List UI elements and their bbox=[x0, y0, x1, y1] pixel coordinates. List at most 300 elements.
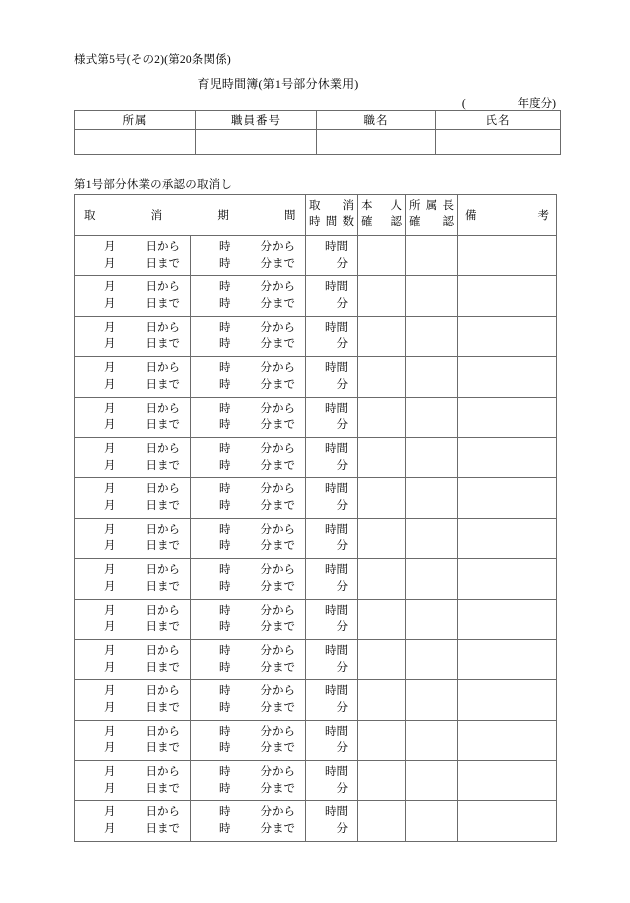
row-time-to-suffix: 分まで bbox=[260, 419, 295, 432]
row-date-from-suffix: 日から bbox=[145, 241, 180, 254]
row-date-from-suffix: 日から bbox=[145, 806, 180, 819]
row-time-from-suffix: 分から bbox=[260, 281, 295, 294]
row-time-from-unit: 時 bbox=[219, 321, 231, 334]
row-date-to-unit: 月 bbox=[104, 338, 116, 351]
table-row bbox=[75, 518, 557, 558]
row-time-to-unit: 時 bbox=[219, 742, 231, 755]
row-date-to-unit: 月 bbox=[104, 580, 116, 593]
header-period-char-3: 期 bbox=[217, 210, 230, 222]
row-chief-confirmation[interactable] bbox=[406, 801, 458, 841]
row-cancel-hours[interactable] bbox=[306, 437, 358, 477]
row-date-from-unit: 月 bbox=[104, 321, 116, 334]
row-hours-unit: 時間 bbox=[325, 402, 348, 415]
row-hours-unit: 時間 bbox=[325, 725, 348, 738]
row-self-confirmation[interactable] bbox=[358, 720, 406, 760]
row-hours-unit: 時間 bbox=[325, 241, 348, 254]
row-time-to-unit: 時 bbox=[219, 782, 231, 795]
header-period-char-4: 間 bbox=[283, 210, 296, 222]
row-hours-unit: 時間 bbox=[325, 604, 348, 617]
table-row bbox=[75, 236, 557, 276]
header-remarks-char-2: 考 bbox=[537, 210, 549, 222]
row-minutes-unit: 分 bbox=[336, 459, 348, 472]
row-date-to-suffix: 日まで bbox=[145, 378, 180, 391]
row-date-to-unit: 月 bbox=[104, 742, 116, 755]
row-chief-confirmation[interactable] bbox=[406, 599, 458, 639]
row-chief-confirmation[interactable] bbox=[406, 397, 458, 437]
row-self-confirmation[interactable] bbox=[358, 276, 406, 316]
row-minutes-unit: 分 bbox=[336, 621, 348, 634]
row-minutes-unit: 分 bbox=[336, 782, 348, 795]
row-chief-confirmation[interactable] bbox=[406, 478, 458, 518]
row-time-from-suffix: 分から bbox=[260, 766, 295, 779]
row-date-from-unit: 月 bbox=[104, 685, 116, 698]
row-time-to-suffix: 分まで bbox=[260, 540, 295, 553]
row-cancel-time[interactable] bbox=[191, 357, 306, 397]
row-hours-unit: 時間 bbox=[325, 483, 348, 496]
row-time-to-unit: 時 bbox=[219, 338, 231, 351]
row-date-to-unit: 月 bbox=[104, 701, 116, 714]
row-date-from-unit: 月 bbox=[104, 442, 116, 455]
row-time-from-suffix: 分から bbox=[260, 402, 295, 415]
header-chief-l2-char-1: 確 bbox=[409, 216, 421, 228]
header-cancel-hours bbox=[306, 195, 358, 236]
fiscal-year-open-paren: ( bbox=[461, 98, 466, 110]
row-date-to-suffix: 日まで bbox=[145, 540, 180, 553]
row-cancel-time[interactable] bbox=[191, 276, 306, 316]
row-date-to-unit: 月 bbox=[104, 459, 116, 472]
row-time-to-unit: 時 bbox=[219, 500, 231, 513]
row-cancel-hours[interactable] bbox=[306, 680, 358, 720]
row-date-to-suffix: 日まで bbox=[145, 580, 180, 593]
row-remarks[interactable] bbox=[458, 518, 557, 558]
row-chief-confirmation[interactable] bbox=[406, 639, 458, 679]
row-time-from-suffix: 分から bbox=[260, 483, 295, 496]
info-header-shimei: 氏名 bbox=[436, 111, 561, 130]
row-time-from-suffix: 分から bbox=[260, 321, 295, 334]
row-date-to-unit: 月 bbox=[104, 782, 116, 795]
row-cancel-date[interactable] bbox=[75, 478, 191, 518]
row-date-from-suffix: 日から bbox=[145, 564, 180, 577]
row-time-from-suffix: 分から bbox=[260, 604, 295, 617]
row-date-to-suffix: 日まで bbox=[145, 338, 180, 351]
row-minutes-unit: 分 bbox=[336, 701, 348, 714]
row-cancel-hours[interactable] bbox=[306, 478, 358, 518]
fiscal-year-label: 年度分) bbox=[517, 98, 556, 110]
row-time-to-suffix: 分まで bbox=[260, 661, 295, 674]
form-number: 様式第5号(その2)(第20条関係) bbox=[74, 54, 231, 66]
row-self-confirmation[interactable] bbox=[358, 801, 406, 841]
row-time-from-unit: 時 bbox=[219, 644, 231, 657]
row-time-from-unit: 時 bbox=[219, 241, 231, 254]
header-chief-l2-char-2: 認 bbox=[442, 216, 454, 228]
row-remarks[interactable] bbox=[458, 801, 557, 841]
header-hours-l2-char-3: 数 bbox=[342, 216, 354, 228]
table-row bbox=[75, 397, 557, 437]
row-time-to-suffix: 分まで bbox=[260, 621, 295, 634]
info-value-shokumei[interactable] bbox=[317, 130, 436, 155]
row-cancel-time[interactable] bbox=[191, 680, 306, 720]
row-minutes-unit: 分 bbox=[336, 419, 348, 432]
row-date-from-unit: 月 bbox=[104, 644, 116, 657]
row-cancel-date[interactable] bbox=[75, 397, 191, 437]
info-header-shozoku: 所属 bbox=[75, 111, 196, 130]
row-hours-unit: 時間 bbox=[325, 806, 348, 819]
row-date-to-unit: 月 bbox=[104, 823, 116, 836]
table-row bbox=[75, 801, 557, 841]
cancellation-record-table bbox=[74, 194, 557, 842]
row-cancel-time[interactable] bbox=[191, 397, 306, 437]
table-row bbox=[75, 357, 557, 397]
row-cancel-date[interactable] bbox=[75, 599, 191, 639]
row-minutes-unit: 分 bbox=[336, 500, 348, 513]
table-row bbox=[75, 761, 557, 801]
row-time-to-suffix: 分まで bbox=[260, 257, 295, 270]
row-remarks[interactable] bbox=[458, 639, 557, 679]
row-minutes-unit: 分 bbox=[336, 580, 348, 593]
row-hours-unit: 時間 bbox=[325, 321, 348, 334]
row-time-from-suffix: 分から bbox=[260, 725, 295, 738]
row-cancel-hours[interactable] bbox=[306, 599, 358, 639]
row-cancel-hours[interactable] bbox=[306, 559, 358, 599]
row-remarks[interactable] bbox=[458, 680, 557, 720]
row-time-from-suffix: 分から bbox=[260, 442, 295, 455]
row-date-from-unit: 月 bbox=[104, 402, 116, 415]
row-date-to-suffix: 日まで bbox=[145, 298, 180, 311]
row-cancel-time[interactable] bbox=[191, 639, 306, 679]
row-cancel-hours[interactable] bbox=[306, 639, 358, 679]
row-date-from-unit: 月 bbox=[104, 564, 116, 577]
row-time-from-suffix: 分から bbox=[260, 523, 295, 536]
row-self-confirmation[interactable] bbox=[358, 397, 406, 437]
row-time-from-suffix: 分から bbox=[260, 564, 295, 577]
row-time-to-suffix: 分まで bbox=[260, 823, 295, 836]
row-date-to-suffix: 日まで bbox=[145, 742, 180, 755]
row-time-from-unit: 時 bbox=[219, 806, 231, 819]
row-time-to-suffix: 分まで bbox=[260, 701, 295, 714]
header-self-l2-char-2: 認 bbox=[390, 216, 402, 228]
header-period-char-1: 取 bbox=[84, 210, 96, 222]
row-time-to-unit: 時 bbox=[219, 540, 231, 553]
row-hours-unit: 時間 bbox=[325, 766, 348, 779]
row-cancel-hours[interactable] bbox=[306, 276, 358, 316]
row-time-from-unit: 時 bbox=[219, 685, 231, 698]
row-time-to-unit: 時 bbox=[219, 298, 231, 311]
row-cancel-time[interactable] bbox=[191, 761, 306, 801]
row-cancel-time[interactable] bbox=[191, 801, 306, 841]
info-value-shozoku[interactable] bbox=[75, 130, 196, 155]
row-date-to-unit: 月 bbox=[104, 298, 116, 311]
row-cancel-hours[interactable] bbox=[306, 518, 358, 558]
row-time-from-unit: 時 bbox=[219, 604, 231, 617]
row-hours-unit: 時間 bbox=[325, 442, 348, 455]
row-date-from-suffix: 日から bbox=[145, 281, 180, 294]
row-time-to-unit: 時 bbox=[219, 701, 231, 714]
row-minutes-unit: 分 bbox=[336, 540, 348, 553]
section-heading: 第1号部分休業の承認の取消し bbox=[74, 179, 233, 191]
row-self-confirmation[interactable] bbox=[358, 639, 406, 679]
row-cancel-time[interactable] bbox=[191, 236, 306, 276]
row-time-to-suffix: 分まで bbox=[260, 338, 295, 351]
row-cancel-hours[interactable] bbox=[306, 720, 358, 760]
row-date-from-unit: 月 bbox=[104, 604, 116, 617]
row-minutes-unit: 分 bbox=[336, 823, 348, 836]
row-time-to-suffix: 分まで bbox=[260, 378, 295, 391]
header-self-l2-char-1: 確 bbox=[361, 216, 373, 228]
row-time-to-unit: 時 bbox=[219, 823, 231, 836]
row-time-from-unit: 時 bbox=[219, 766, 231, 779]
row-cancel-time[interactable] bbox=[191, 478, 306, 518]
row-cancel-date[interactable] bbox=[75, 559, 191, 599]
row-date-to-unit: 月 bbox=[104, 419, 116, 432]
row-hours-unit: 時間 bbox=[325, 362, 348, 375]
row-date-from-unit: 月 bbox=[104, 725, 116, 738]
row-time-to-unit: 時 bbox=[219, 661, 231, 674]
row-time-from-suffix: 分から bbox=[260, 241, 295, 254]
row-date-from-suffix: 日から bbox=[145, 483, 180, 496]
row-cancel-hours[interactable] bbox=[306, 316, 358, 356]
row-remarks[interactable] bbox=[458, 397, 557, 437]
row-cancel-date[interactable] bbox=[75, 276, 191, 316]
row-minutes-unit: 分 bbox=[336, 661, 348, 674]
row-date-from-suffix: 日から bbox=[145, 523, 180, 536]
row-time-to-unit: 時 bbox=[219, 459, 231, 472]
row-time-from-suffix: 分から bbox=[260, 362, 295, 375]
row-date-from-suffix: 日から bbox=[145, 725, 180, 738]
row-cancel-hours[interactable] bbox=[306, 397, 358, 437]
row-self-confirmation[interactable] bbox=[358, 437, 406, 477]
row-date-from-suffix: 日から bbox=[145, 321, 180, 334]
row-minutes-unit: 分 bbox=[336, 338, 348, 351]
row-date-from-unit: 月 bbox=[104, 362, 116, 375]
row-remarks[interactable] bbox=[458, 559, 557, 599]
row-self-confirmation[interactable] bbox=[358, 478, 406, 518]
row-cancel-time[interactable] bbox=[191, 599, 306, 639]
row-minutes-unit: 分 bbox=[336, 742, 348, 755]
row-self-confirmation[interactable] bbox=[358, 680, 406, 720]
row-cancel-date[interactable] bbox=[75, 316, 191, 356]
row-minutes-unit: 分 bbox=[336, 378, 348, 391]
row-remarks[interactable] bbox=[458, 478, 557, 518]
row-remarks[interactable] bbox=[458, 761, 557, 801]
row-self-confirmation[interactable] bbox=[358, 316, 406, 356]
row-date-from-suffix: 日から bbox=[145, 604, 180, 617]
header-hours-l2-char-2: 間 bbox=[325, 216, 338, 228]
row-time-to-suffix: 分まで bbox=[260, 782, 295, 795]
info-value-shimei[interactable] bbox=[436, 130, 561, 155]
row-chief-confirmation[interactable] bbox=[406, 680, 458, 720]
row-cancel-hours[interactable] bbox=[306, 801, 358, 841]
row-chief-confirmation[interactable] bbox=[406, 720, 458, 760]
row-cancel-date[interactable] bbox=[75, 761, 191, 801]
row-self-confirmation[interactable] bbox=[358, 599, 406, 639]
row-time-to-suffix: 分まで bbox=[260, 742, 295, 755]
table-row bbox=[75, 680, 557, 720]
row-remarks[interactable] bbox=[458, 720, 557, 760]
row-time-from-unit: 時 bbox=[219, 483, 231, 496]
header-self-l1-char-2: 人 bbox=[390, 200, 402, 213]
row-chief-confirmation[interactable] bbox=[406, 437, 458, 477]
info-value-row bbox=[75, 130, 561, 155]
row-cancel-date[interactable] bbox=[75, 639, 191, 679]
table-row bbox=[75, 478, 557, 518]
row-date-to-suffix: 日まで bbox=[145, 782, 180, 795]
row-cancel-hours[interactable] bbox=[306, 236, 358, 276]
row-time-from-suffix: 分から bbox=[260, 644, 295, 657]
header-hours-l1-char-1: 取 bbox=[309, 200, 321, 213]
row-remarks[interactable] bbox=[458, 276, 557, 316]
info-header-shokumei: 職名 bbox=[317, 111, 436, 130]
row-date-from-unit: 月 bbox=[104, 523, 116, 536]
main-header-row bbox=[75, 195, 557, 236]
info-header-row bbox=[75, 111, 561, 130]
row-cancel-date[interactable] bbox=[75, 357, 191, 397]
row-cancel-time[interactable] bbox=[191, 559, 306, 599]
row-time-to-unit: 時 bbox=[219, 419, 231, 432]
row-date-to-unit: 月 bbox=[104, 540, 116, 553]
row-time-from-unit: 時 bbox=[219, 725, 231, 738]
row-cancel-date[interactable] bbox=[75, 680, 191, 720]
row-self-confirmation[interactable] bbox=[358, 357, 406, 397]
row-time-from-unit: 時 bbox=[219, 523, 231, 536]
row-date-from-unit: 月 bbox=[104, 806, 116, 819]
row-cancel-date[interactable] bbox=[75, 801, 191, 841]
row-time-to-suffix: 分まで bbox=[260, 500, 295, 513]
table-row bbox=[75, 316, 557, 356]
row-date-to-unit: 月 bbox=[104, 500, 116, 513]
row-date-to-unit: 月 bbox=[104, 378, 116, 391]
row-time-from-unit: 時 bbox=[219, 442, 231, 455]
header-remarks-char-1: 備 bbox=[465, 210, 477, 222]
row-cancel-date[interactable] bbox=[75, 518, 191, 558]
main-table-body bbox=[75, 236, 557, 842]
fiscal-year-field bbox=[0, 95, 556, 111]
info-header-shokuin-bango: 職員番号 bbox=[196, 111, 317, 130]
row-time-from-unit: 時 bbox=[219, 362, 231, 375]
row-remarks[interactable] bbox=[458, 599, 557, 639]
row-cancel-time[interactable] bbox=[191, 518, 306, 558]
row-time-from-unit: 時 bbox=[219, 402, 231, 415]
header-chief-l1-char-2: 属 bbox=[425, 200, 438, 213]
row-remarks[interactable] bbox=[458, 236, 557, 276]
row-self-confirmation[interactable] bbox=[358, 559, 406, 599]
row-date-to-suffix: 日まで bbox=[145, 701, 180, 714]
row-self-confirmation[interactable] bbox=[358, 236, 406, 276]
row-remarks[interactable] bbox=[458, 437, 557, 477]
row-date-to-unit: 月 bbox=[104, 257, 116, 270]
header-cancel-period bbox=[75, 195, 306, 236]
row-time-to-unit: 時 bbox=[219, 257, 231, 270]
row-self-confirmation[interactable] bbox=[358, 518, 406, 558]
row-date-from-suffix: 日から bbox=[145, 362, 180, 375]
row-hours-unit: 時間 bbox=[325, 685, 348, 698]
row-chief-confirmation[interactable] bbox=[406, 276, 458, 316]
table-row bbox=[75, 276, 557, 316]
row-time-to-suffix: 分まで bbox=[260, 298, 295, 311]
table-row bbox=[75, 559, 557, 599]
row-time-to-suffix: 分まで bbox=[260, 459, 295, 472]
row-hours-unit: 時間 bbox=[325, 564, 348, 577]
row-date-to-suffix: 日まで bbox=[145, 823, 180, 836]
row-minutes-unit: 分 bbox=[336, 298, 348, 311]
row-chief-confirmation[interactable] bbox=[406, 761, 458, 801]
row-remarks[interactable] bbox=[458, 357, 557, 397]
header-hours-l1-char-2: 消 bbox=[342, 200, 354, 213]
row-date-from-suffix: 日から bbox=[145, 402, 180, 415]
header-chief-l1-char-1: 所 bbox=[409, 200, 421, 213]
row-time-from-suffix: 分から bbox=[260, 806, 295, 819]
table-row bbox=[75, 639, 557, 679]
row-hours-unit: 時間 bbox=[325, 281, 348, 294]
row-date-from-unit: 月 bbox=[104, 483, 116, 496]
table-row bbox=[75, 720, 557, 760]
row-time-to-suffix: 分まで bbox=[260, 580, 295, 593]
row-cancel-date[interactable] bbox=[75, 236, 191, 276]
info-value-shokuin-bango[interactable] bbox=[196, 130, 317, 155]
row-time-from-suffix: 分から bbox=[260, 685, 295, 698]
row-chief-confirmation[interactable] bbox=[406, 357, 458, 397]
row-time-to-unit: 時 bbox=[219, 378, 231, 391]
row-date-to-suffix: 日まで bbox=[145, 661, 180, 674]
row-chief-confirmation[interactable] bbox=[406, 518, 458, 558]
table-row bbox=[75, 437, 557, 477]
row-date-to-unit: 月 bbox=[104, 661, 116, 674]
row-date-from-suffix: 日から bbox=[145, 644, 180, 657]
row-date-from-unit: 月 bbox=[104, 281, 116, 294]
row-chief-confirmation[interactable] bbox=[406, 559, 458, 599]
row-date-from-suffix: 日から bbox=[145, 685, 180, 698]
row-time-to-unit: 時 bbox=[219, 580, 231, 593]
row-date-to-suffix: 日まで bbox=[145, 419, 180, 432]
header-self-l1-char-1: 本 bbox=[361, 200, 373, 213]
row-self-confirmation[interactable] bbox=[358, 761, 406, 801]
row-cancel-time[interactable] bbox=[191, 437, 306, 477]
row-cancel-date[interactable] bbox=[75, 720, 191, 760]
header-self-confirmation bbox=[358, 195, 406, 236]
row-date-from-unit: 月 bbox=[104, 766, 116, 779]
row-date-to-suffix: 日まで bbox=[145, 257, 180, 270]
row-cancel-hours[interactable] bbox=[306, 357, 358, 397]
row-cancel-hours[interactable] bbox=[306, 761, 358, 801]
row-chief-confirmation[interactable] bbox=[406, 236, 458, 276]
row-date-from-unit: 月 bbox=[104, 241, 116, 254]
row-remarks[interactable] bbox=[458, 316, 557, 356]
employee-info-table bbox=[74, 110, 561, 155]
row-chief-confirmation[interactable] bbox=[406, 316, 458, 356]
table-row bbox=[75, 599, 557, 639]
row-hours-unit: 時間 bbox=[325, 523, 348, 536]
row-cancel-date[interactable] bbox=[75, 437, 191, 477]
header-hours-l2-char-1: 時 bbox=[309, 216, 321, 228]
row-date-from-suffix: 日から bbox=[145, 442, 180, 455]
row-date-to-unit: 月 bbox=[104, 621, 116, 634]
row-time-to-unit: 時 bbox=[219, 621, 231, 634]
header-chief-l1-char-3: 長 bbox=[442, 200, 454, 213]
page-title: 育児時間簿(第1号部分休業用) bbox=[197, 77, 359, 91]
header-period-char-2: 消 bbox=[150, 210, 163, 222]
row-time-from-unit: 時 bbox=[219, 281, 231, 294]
header-remarks bbox=[458, 195, 557, 236]
row-minutes-unit: 分 bbox=[336, 257, 348, 270]
row-cancel-time[interactable] bbox=[191, 316, 306, 356]
row-cancel-time[interactable] bbox=[191, 720, 306, 760]
row-date-from-suffix: 日から bbox=[145, 766, 180, 779]
row-time-from-unit: 時 bbox=[219, 564, 231, 577]
row-date-to-suffix: 日まで bbox=[145, 459, 180, 472]
row-date-to-suffix: 日まで bbox=[145, 621, 180, 634]
row-date-to-suffix: 日まで bbox=[145, 500, 180, 513]
row-hours-unit: 時間 bbox=[325, 644, 348, 657]
header-chief-confirmation bbox=[406, 195, 458, 236]
